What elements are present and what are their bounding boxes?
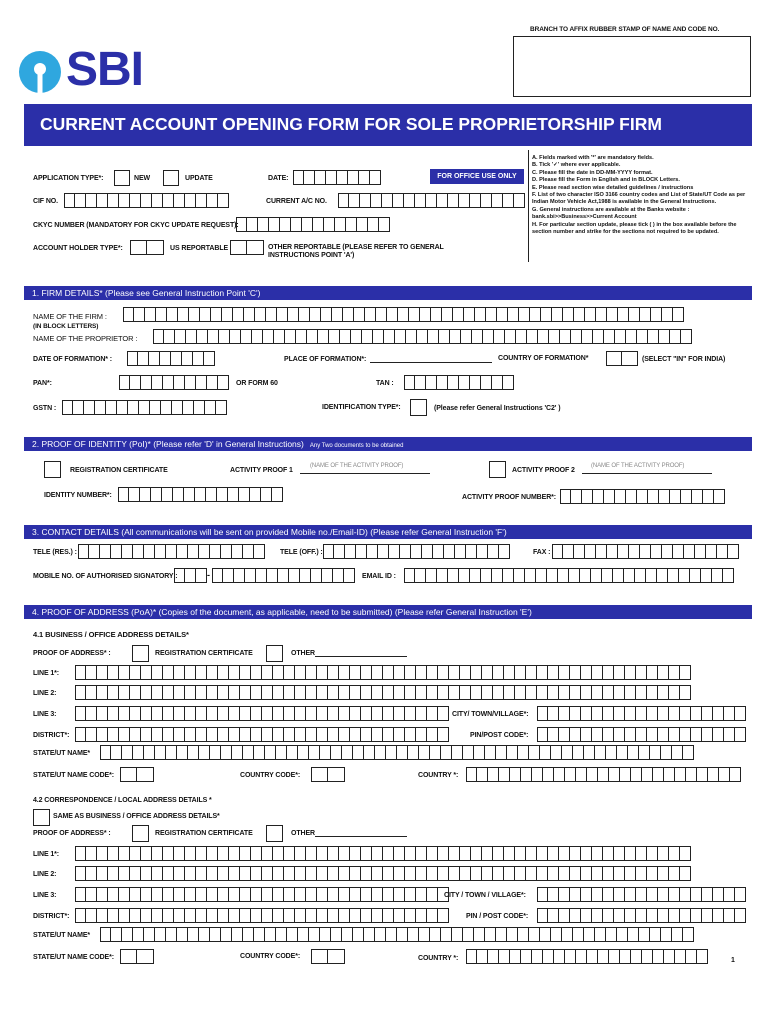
current-ac-boxes[interactable] — [338, 193, 525, 208]
line2b-boxes[interactable] — [75, 866, 691, 881]
activity-number-label: ACTIVITY PROOF NUMBER*: — [462, 494, 557, 501]
us-reportable-label: US REPORTABLE — [170, 245, 229, 252]
note-b: B. Tick '✓' where ever applicable. — [532, 162, 621, 169]
other-reportable-boxes[interactable] — [230, 240, 264, 255]
date-boxes[interactable] — [293, 170, 381, 185]
firm-name-label: NAME OF THE FIRM : — [33, 312, 107, 321]
activity-proof-2-label: ACTIVITY PROOF 2 — [512, 467, 575, 474]
section-4-header: 4. PROOF OF ADDRESS (PoA)* (Copies of the document, as applicable, need to be submitted) (Please refer General Instruction 'E') — [24, 605, 752, 619]
poa-other-checkbox[interactable] — [266, 645, 283, 662]
us-reportable-boxes[interactable] — [130, 240, 164, 255]
stamp-box[interactable] — [513, 36, 751, 97]
country-boxes[interactable] — [466, 767, 741, 782]
pin2-label: PIN / POST CODE*: — [466, 913, 529, 920]
city-label: CITY/ TOWN/VILLAGE*: — [452, 711, 529, 718]
cif-boxes[interactable] — [64, 193, 229, 208]
note-f: F. List of two character ISO 3166 country codes and List of State/UT Code as per Indian Motor Vehicle Act,1988 is available in the General Instructions. — [532, 192, 746, 206]
line1b-label: LINE 1*: — [33, 851, 60, 858]
tele-res-label: TELE (RES.) : — [33, 549, 77, 556]
pan-label: PAN*: — [33, 380, 52, 387]
line2-boxes[interactable] — [75, 685, 691, 700]
country-label: COUNTRY *: — [418, 772, 459, 779]
mobile-prefix-boxes[interactable] — [174, 568, 207, 583]
note-d: D. Please fill the Form in English and in BLOCK Letters. — [532, 177, 680, 184]
page-title: CURRENT ACCOUNT OPENING FORM FOR SOLE PROPRIETORSHIP FIRM — [40, 114, 662, 134]
office-use-badge: FOR OFFICE USE ONLY — [430, 169, 524, 184]
line3-boxes[interactable] — [75, 706, 449, 721]
city-boxes[interactable] — [537, 706, 746, 721]
note-h: H. For particular section update, please tick ( ) in the box available before the section number and strike for the sections not required to be updated. — [532, 221, 737, 236]
activity-proof-2-hint: (NAME OF THE ACTIVITY PROOF) — [591, 463, 685, 469]
line1-boxes[interactable] — [75, 665, 691, 680]
form60-label: OR FORM 60 — [236, 380, 278, 387]
note-c: C. Please fill the date in DD-MM-YYYY format. — [532, 169, 653, 176]
pan-boxes[interactable] — [119, 375, 229, 390]
activity-proof-1-input[interactable] — [300, 473, 430, 474]
cof-boxes[interactable] — [606, 351, 638, 366]
poa-reg-cert-checkbox[interactable] — [132, 645, 149, 662]
dof-label: DATE OF FORMATION* : — [33, 356, 113, 363]
new-checkbox[interactable] — [114, 170, 130, 186]
block-letters-label: (IN BLOCK LETTERS) — [33, 323, 99, 330]
district2-boxes[interactable] — [75, 908, 449, 923]
poa2-other-label: OTHER — [291, 830, 316, 837]
sbi-logo-icon — [18, 50, 62, 94]
cof-label: COUNTRY OF FORMATION* — [498, 355, 589, 362]
new-label: NEW — [134, 175, 151, 182]
country-code2-label: COUNTRY CODE*: — [240, 953, 301, 960]
pin2-boxes[interactable] — [537, 908, 746, 923]
activity-proof-1-hint: (NAME OF THE ACTIVITY PROOF) — [310, 463, 404, 469]
ckyc-boxes[interactable] — [236, 217, 390, 232]
mobile-number-boxes[interactable] — [212, 568, 355, 583]
general-notes — [532, 155, 750, 236]
any-two-note: Any Two documents to be obtained — [309, 443, 404, 449]
select-in-note: (SELECT "IN" FOR INDIA) — [642, 356, 726, 363]
country-code2-boxes[interactable] — [311, 949, 345, 964]
id-type-label: IDENTIFICATION TYPE*: — [322, 404, 401, 411]
state-code-boxes[interactable] — [120, 767, 154, 782]
state-code2-label: STATE/UT NAME CODE*: — [33, 954, 114, 961]
section-2-header — [24, 437, 752, 451]
page-number: 1 — [731, 957, 735, 964]
state-boxes[interactable] — [100, 745, 694, 760]
notes-divider — [528, 150, 529, 262]
dof-boxes[interactable] — [127, 351, 215, 366]
mobile-label: MOBILE NO. OF AUTHORISED SIGNATORY : — [33, 573, 178, 580]
line1-label: LINE 1*: — [33, 670, 60, 677]
mobile-dash: - — [207, 570, 210, 580]
application-type-label: APPLICATION TYPE*: — [33, 175, 104, 182]
tan-boxes[interactable] — [404, 375, 514, 390]
other-reportable-label-2: INSTRUCTIONS POINT 'A') — [268, 252, 355, 259]
identity-number-boxes[interactable] — [118, 487, 283, 502]
poa-other-label: OTHER — [291, 650, 316, 657]
country-code-label: COUNTRY CODE*: — [240, 772, 301, 779]
state-code2-boxes[interactable] — [120, 949, 154, 964]
activity-proof-2-input[interactable] — [582, 473, 712, 474]
identity-number-label: IDENTITY NUMBER*: — [44, 492, 112, 499]
tele-off-boxes[interactable] — [323, 544, 510, 559]
poa2-other-input[interactable] — [315, 836, 407, 837]
district-label: DISTRICT*: — [33, 732, 70, 739]
email-label: EMAIL ID : — [362, 573, 396, 580]
poa-other-input[interactable] — [315, 656, 407, 657]
activity-proof-1-label: ACTIVITY PROOF 1 — [230, 467, 293, 474]
pin-label: PIN/POST CODE*: — [470, 732, 529, 739]
proprietor-label: NAME OF THE PROPRIETOR : — [33, 334, 138, 343]
district-boxes[interactable] — [75, 727, 449, 742]
poa2-reg-cert-label: REGISTRATION CERTIFICATE — [155, 830, 253, 837]
same-as-label: SAME AS BUSINESS / OFFICE ADDRESS DETAILS* — [53, 813, 220, 820]
business-address-heading: 4.1 BUSINESS / OFFICE ADDRESS DETAILS* — [33, 630, 189, 639]
sbi-logo-text: SBI — [66, 43, 144, 96]
pin-boxes[interactable] — [537, 727, 746, 742]
sbi-logo — [18, 50, 62, 99]
state-code-label: STATE/UT NAME CODE*: — [33, 772, 114, 779]
activity-number-boxes[interactable] — [560, 489, 725, 504]
correspondence-address-heading: 4.2 CORRESPONDENCE / LOCAL ADDRESS DETAILS * — [33, 797, 212, 804]
current-ac-label: CURRENT A/C NO. — [266, 198, 327, 205]
stamp-caption: BRANCH TO AFFIX RUBBER STAMP OF NAME AND CODE NO. — [530, 26, 720, 33]
cif-label: CIF NO. — [33, 198, 58, 205]
line3-label: LINE 3: — [33, 711, 57, 718]
tele-res-boxes[interactable] — [78, 544, 265, 559]
poa2-reg-cert-checkbox[interactable] — [132, 825, 149, 842]
district2-label: DISTRICT*: — [33, 913, 70, 920]
pof-label: PLACE OF FORMATION*: — [284, 356, 367, 363]
firm-name-boxes[interactable] — [123, 307, 684, 322]
country-code-boxes[interactable] — [311, 767, 345, 782]
line1b-boxes[interactable] — [75, 846, 691, 861]
poa2-label: PROOF OF ADDRESS* : — [33, 830, 111, 837]
proprietor-boxes[interactable] — [153, 329, 692, 344]
poa-label: PROOF OF ADDRESS* : — [33, 650, 111, 657]
id-type-box[interactable] — [410, 399, 427, 416]
gstn-label: GSTN : — [33, 405, 57, 412]
poa-reg-cert-label: REGISTRATION CERTIFICATE — [155, 650, 253, 657]
section-2-title: 2. PROOF OF IDENTITY (PoI)* (Please refer 'D' in General Instructions) — [32, 439, 304, 449]
state2-boxes[interactable] — [100, 927, 694, 942]
date-label: DATE: — [268, 175, 289, 182]
country2-label: COUNTRY *: — [418, 955, 459, 962]
fax-boxes[interactable] — [552, 544, 739, 559]
state2-label: STATE/UT NAME* — [33, 932, 91, 939]
gstn-boxes[interactable] — [62, 400, 227, 415]
other-reportable-label-1: OTHER REPORTABLE (PLEASE REFER TO GENERAL — [268, 244, 444, 251]
city2-boxes[interactable] — [537, 887, 746, 902]
tele-off-label: TELE (OFF.) : — [280, 549, 323, 556]
pof-input[interactable] — [370, 362, 492, 363]
city2-label: CITY / TOWN / VILLAGE*: — [444, 892, 526, 899]
section-1-header: 1. FIRM DETAILS* (Please see General Instruction Point 'C') — [24, 286, 752, 300]
email-boxes[interactable] — [404, 568, 734, 583]
update-checkbox[interactable] — [163, 170, 179, 186]
line3b-label: LINE 3: — [33, 892, 57, 899]
reg-cert-checkbox[interactable] — [44, 461, 61, 478]
reg-cert-label: REGISTRATION CERTIFICATE — [70, 467, 168, 474]
id-type-note: (Please refer General Instructions 'C2' ) — [434, 405, 561, 412]
ckyc-label: CKYC NUMBER (MANDATORY FOR CKYC UPDATE REQUEST): — [33, 222, 239, 229]
state-label: STATE/UT NAME* — [33, 750, 91, 757]
line2b-label: LINE 2: — [33, 871, 57, 878]
poa2-other-checkbox[interactable] — [266, 825, 283, 842]
tan-label: TAN : — [376, 380, 394, 387]
line2-label: LINE 2: — [33, 690, 57, 697]
activity-proof-2-checkbox[interactable] — [489, 461, 506, 478]
section-3-header: 3. CONTACT DETAILS (All communications will be sent on provided Mobile no./Email-ID) (Please refer General Instruction 'F') — [24, 525, 752, 539]
holder-type-label: ACCOUNT HOLDER TYPE*: — [33, 245, 123, 252]
country2-boxes[interactable] — [466, 949, 708, 964]
same-as-checkbox[interactable] — [33, 809, 50, 826]
note-g: G. General instructions are available at the Banks website : bank.sbi>>Business>>Current Account — [532, 206, 690, 221]
note-a: A. Fields marked with '*' are mandatory fields. — [532, 155, 654, 161]
line3b-boxes[interactable] — [75, 887, 449, 902]
update-label: UPDATE — [185, 175, 213, 182]
note-e: E. Please read section wise detailed guidelines / instructions — [532, 184, 694, 191]
fax-label: FAX : — [533, 549, 551, 556]
